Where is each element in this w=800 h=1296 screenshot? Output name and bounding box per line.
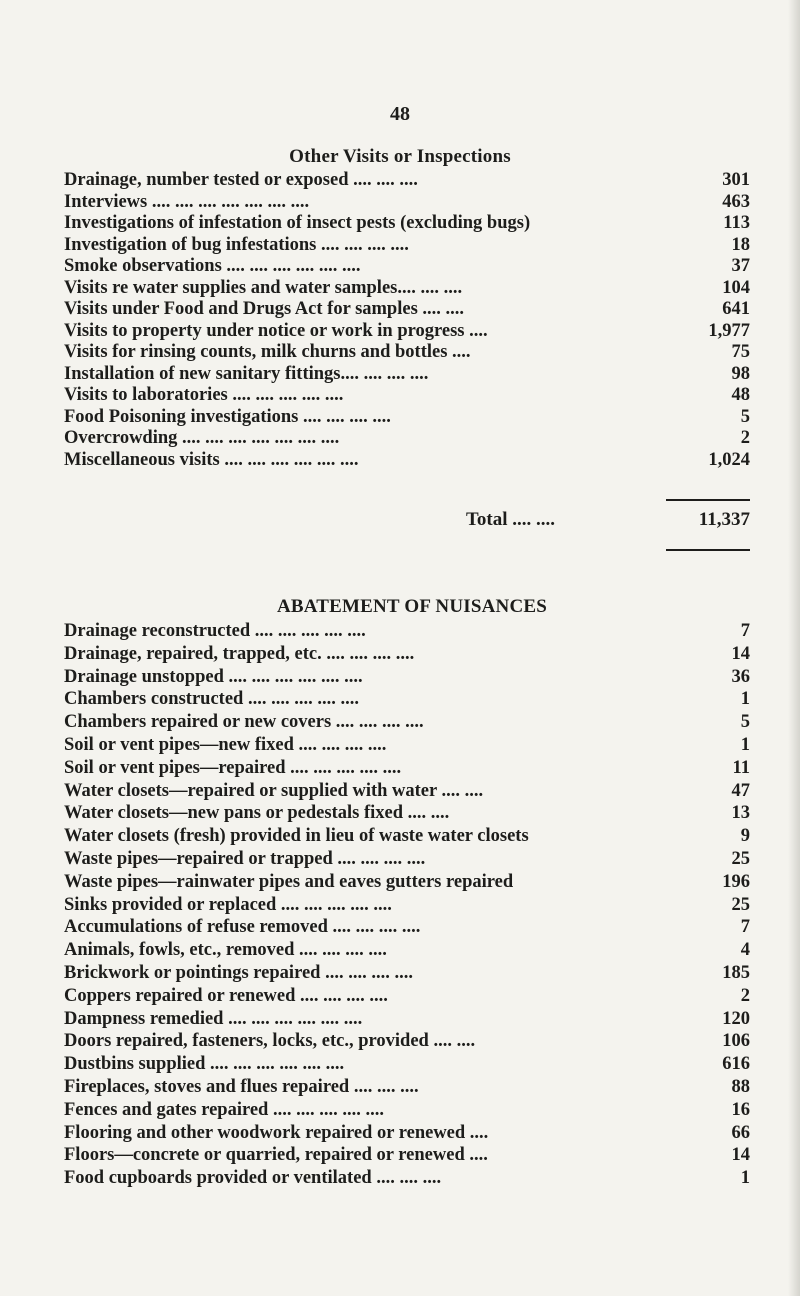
table-row xyxy=(64,428,750,450)
row-value: 14 xyxy=(731,643,750,664)
total-row xyxy=(64,508,750,532)
table-row xyxy=(64,1167,750,1190)
total-rule-bottom xyxy=(666,549,750,551)
table-row xyxy=(64,780,750,803)
table-row xyxy=(64,802,750,825)
row-value: 1,977 xyxy=(708,320,750,341)
abatement-table xyxy=(64,620,750,1190)
row-label: Chambers constructed .... .... .... .... .... xyxy=(64,689,359,710)
row-label: Water closets (fresh) provided in lieu of waste water closets xyxy=(64,826,529,847)
table-row xyxy=(64,666,750,689)
row-label: Visits to property under notice or work in progress .... xyxy=(64,320,488,341)
table-row xyxy=(64,620,750,643)
table-row xyxy=(64,342,750,364)
total-label: Total .... .... xyxy=(466,509,556,530)
table-row xyxy=(64,1008,750,1031)
table-row xyxy=(64,688,750,711)
row-value: 1 xyxy=(740,689,750,710)
row-label: Dustbins supplied .... .... .... .... .... .... xyxy=(64,1054,345,1075)
row-label: Visits re water supplies and water samples.... .... .... xyxy=(64,277,463,298)
row-label: Food cupboards provided or ventilated .... .... .... xyxy=(64,1168,442,1189)
section-title-other-visits: Other Visits or Inspections xyxy=(289,146,511,167)
row-label: Drainage, repaired, trapped, etc. .... .... .... .... xyxy=(64,643,415,664)
row-value: 106 xyxy=(722,1031,750,1052)
row-label: Animals, fowls, etc., removed .... .... .... .... xyxy=(64,940,387,961)
total-value: 11,337 xyxy=(698,509,750,530)
row-label: Visits for rinsing counts, milk churns and bottles .... xyxy=(64,342,471,362)
table-row xyxy=(64,1099,750,1122)
table-row xyxy=(64,1122,750,1145)
row-value: 1,024 xyxy=(708,449,750,470)
table-row xyxy=(64,299,750,321)
other-visits-table xyxy=(64,170,750,471)
row-value: 113 xyxy=(723,213,750,233)
table-row xyxy=(64,962,750,985)
table-row xyxy=(64,711,750,734)
table-row xyxy=(64,757,750,780)
row-value: 98 xyxy=(731,363,750,384)
row-value: 13 xyxy=(731,803,750,824)
row-value: 16 xyxy=(731,1099,750,1120)
row-label: Drainage reconstructed .... .... .... .... .... xyxy=(64,621,366,641)
row-value: 37 xyxy=(731,256,750,276)
table-row xyxy=(64,256,750,278)
row-value: 5 xyxy=(740,406,750,427)
row-value: 11 xyxy=(732,757,750,778)
row-label: Visits under Food and Drugs Act for samples .... .... xyxy=(64,299,465,319)
row-label: Brickwork or pointings repaired .... .... .... .... xyxy=(64,962,413,983)
row-label: Waste pipes—repaired or trapped .... .... .... .... xyxy=(64,848,426,869)
row-label: Fences and gates repaired .... .... .... .... .... xyxy=(64,1099,384,1120)
row-value: 18 xyxy=(731,234,750,255)
row-value: 196 xyxy=(722,871,750,892)
row-value: 2 xyxy=(740,428,750,448)
row-label: Smoke observations .... .... .... .... .... .... xyxy=(64,256,361,276)
table-row xyxy=(64,192,750,214)
row-value: 7 xyxy=(740,917,750,938)
table-row xyxy=(64,235,750,257)
table-row xyxy=(64,170,750,192)
row-value: 88 xyxy=(731,1076,750,1097)
row-label: Interviews .... .... .... .... .... .... .... xyxy=(64,191,310,212)
row-value: 120 xyxy=(722,1008,750,1029)
row-value: 1 xyxy=(740,734,750,755)
table-row xyxy=(64,1030,750,1053)
row-value: 25 xyxy=(731,848,750,869)
table-row xyxy=(64,385,750,407)
row-value: 2 xyxy=(740,985,750,1006)
row-label: Accumulations of refuse removed .... .... .... .... xyxy=(64,917,421,938)
table-row xyxy=(64,278,750,300)
row-value: 9 xyxy=(740,826,750,847)
row-label: Sinks provided or replaced .... .... .... .... .... xyxy=(64,894,392,915)
table-row xyxy=(64,213,750,235)
table-row xyxy=(64,985,750,1008)
table-row xyxy=(64,321,750,343)
table-row xyxy=(64,1076,750,1099)
row-value: 47 xyxy=(731,780,750,801)
table-row xyxy=(64,1144,750,1167)
page-edge-shadow xyxy=(788,0,800,1296)
table-row xyxy=(64,450,750,472)
row-label: Investigation of bug infestations .... .... .... .... xyxy=(64,234,409,255)
table-row xyxy=(64,734,750,757)
row-label: Food Poisoning investigations .... .... .... .... xyxy=(64,406,391,427)
row-value: 7 xyxy=(740,621,750,641)
row-value: 301 xyxy=(722,170,750,190)
row-label: Water closets—new pans or pedestals fixed .... .... xyxy=(64,803,450,824)
row-value: 185 xyxy=(722,962,750,983)
table-row xyxy=(64,825,750,848)
row-label: Fireplaces, stoves and flues repaired .... .... .... xyxy=(64,1076,419,1097)
table-row xyxy=(64,916,750,939)
row-value: 14 xyxy=(731,1145,750,1166)
table-row xyxy=(64,643,750,666)
row-value: 66 xyxy=(731,1122,750,1143)
row-label: Overcrowding .... .... .... .... .... .... .... xyxy=(64,428,340,448)
row-label: Soil or vent pipes—new fixed .... .... .... .... xyxy=(64,734,387,755)
row-label: Soil or vent pipes—repaired .... .... .... .... .... xyxy=(64,757,402,778)
row-label: Dampness remedied .... .... .... .... .... .... xyxy=(64,1008,363,1029)
row-value: 25 xyxy=(731,894,750,915)
page-number: 48 xyxy=(390,103,410,125)
section-title-abatement: ABATEMENT OF NUISANCES xyxy=(276,596,548,617)
row-value: 4 xyxy=(740,940,750,961)
row-value: 104 xyxy=(722,277,750,298)
row-value: 5 xyxy=(740,712,750,733)
row-label: Drainage, number tested or exposed .... .... .... xyxy=(64,170,418,190)
row-value: 75 xyxy=(731,342,750,362)
table-row xyxy=(64,871,750,894)
row-value: 616 xyxy=(722,1054,750,1075)
row-label: Miscellaneous visits .... .... .... .... .... .... xyxy=(64,449,359,470)
row-label: Drainage unstopped .... .... .... .... .... .... xyxy=(64,666,363,687)
row-label: Chambers repaired or new covers .... .... .... .... xyxy=(64,712,424,733)
row-value: 641 xyxy=(722,299,750,319)
table-row xyxy=(64,364,750,386)
table-row xyxy=(64,894,750,917)
row-value: 36 xyxy=(731,666,750,687)
row-label: Flooring and other woodwork repaired or renewed .... xyxy=(64,1122,489,1143)
row-label: Visits to laboratories .... .... .... .... .... xyxy=(64,385,344,405)
row-value: 1 xyxy=(740,1168,750,1189)
row-label: Doors repaired, fasteners, locks, etc., provided .... .... xyxy=(64,1031,476,1052)
row-label: Floors—concrete or quarried, repaired or renewed .... xyxy=(64,1145,488,1166)
row-label: Waste pipes—rainwater pipes and eaves gutters repaired xyxy=(64,871,514,892)
table-row xyxy=(64,407,750,429)
row-value: 463 xyxy=(722,191,750,212)
row-label: Coppers repaired or renewed .... .... .... .... xyxy=(64,985,388,1006)
total-rule-top xyxy=(666,499,750,501)
row-value: 48 xyxy=(731,385,750,405)
row-label: Installation of new sanitary fittings.... .... .... .... xyxy=(64,363,429,384)
row-label: Water closets—repaired or supplied with water .... .... xyxy=(64,780,484,801)
table-row xyxy=(64,848,750,871)
row-label: Investigations of infestation of insect pests (excluding bugs) xyxy=(64,213,531,233)
table-row xyxy=(64,1053,750,1076)
table-row xyxy=(64,939,750,962)
